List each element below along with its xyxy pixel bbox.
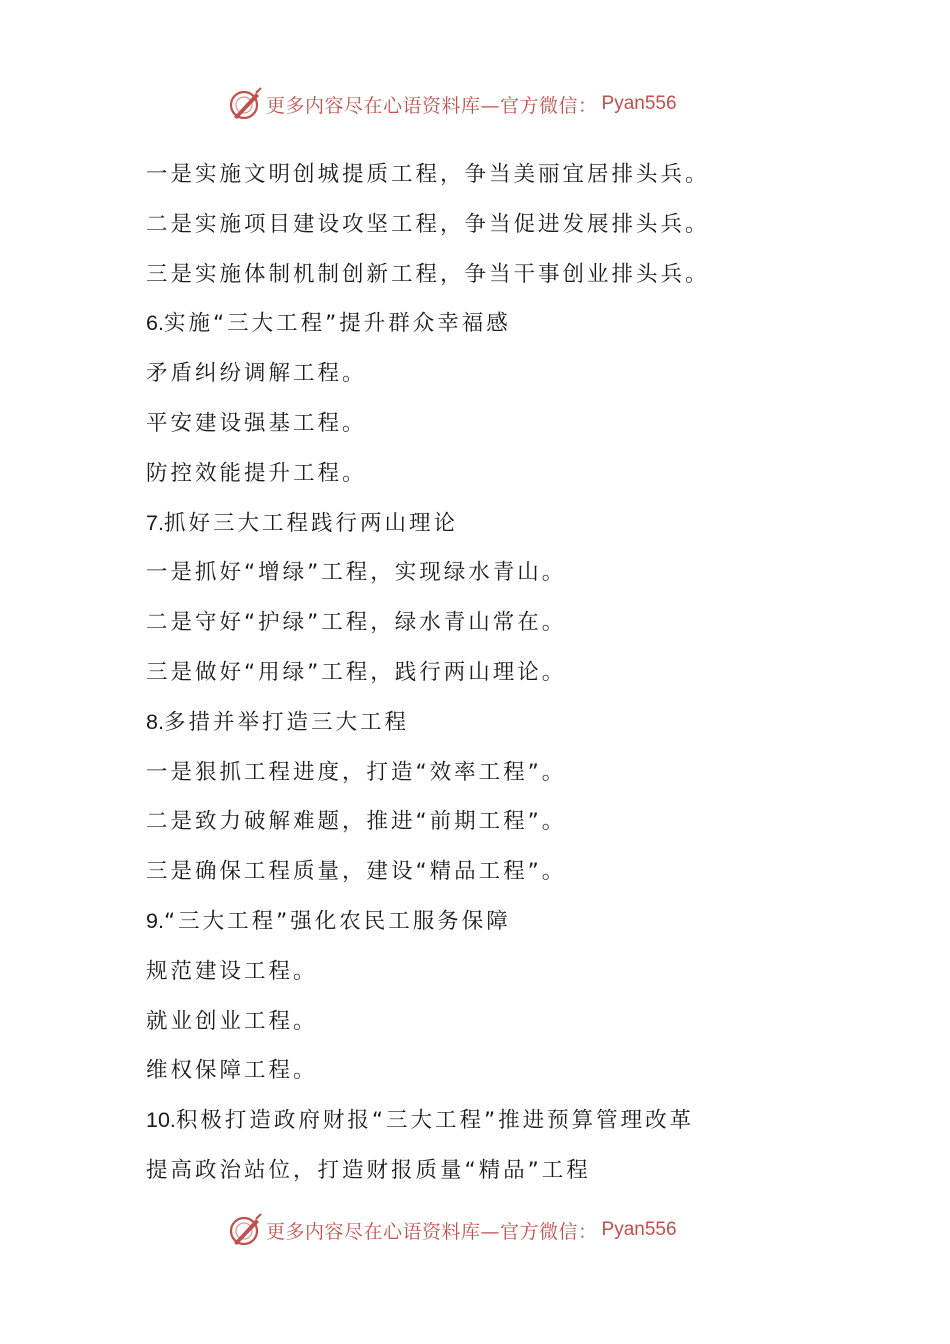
body-line-1: 一是实施文明创城提质工程，争当美丽宜居排头兵。	[146, 162, 710, 187]
body-line-18: 就业创业工程。	[146, 1008, 318, 1034]
section-heading-8: 8.多措并举打造三大工程	[146, 709, 409, 735]
section-heading-10: 10.积极打造政府财报“三大工程”推进预算管理改革	[146, 1108, 695, 1134]
pen-logo-icon	[228, 87, 262, 121]
body-line-21: 提高政治站位，打造财报质量“精品”工程	[146, 1157, 591, 1183]
section-heading-9: 9.“三大工程”强化农民工服务保障	[146, 908, 511, 934]
body-line-2: 二是实施项目建设攻坚工程，争当促进发展排头兵。	[146, 211, 710, 237]
body-line-5: 矛盾纠纷调解工程。	[146, 361, 367, 387]
watermark-text: 更多内容尽在心语资料库—官方微信：	[266, 1220, 598, 1243]
body-line-6: 平安建设强基工程。	[146, 410, 367, 436]
watermark-wechat-id: Pyan556	[601, 93, 677, 114]
body-line-13: 一是狠抓工程进度，打造“效率工程”。	[146, 759, 567, 785]
document-body	[146, 150, 886, 1196]
body-line-15: 三是确保工程质量，建设“精品工程”。	[146, 859, 567, 885]
body-line-17: 规范建设工程。	[146, 958, 318, 984]
header-watermark	[228, 86, 677, 122]
section-heading-6: 6.实施“三大工程”提升群众幸福感	[146, 311, 511, 337]
section-heading-7: 7.抓好三大工程践行两山理论	[146, 510, 458, 536]
body-line-11: 三是做好“用绿”工程，践行两山理论。	[146, 659, 567, 685]
watermark-wechat-id: Pyan556	[601, 1219, 677, 1240]
body-line-3: 三是实施体制机制创新工程，争当干事创业排头兵。	[146, 261, 710, 287]
pen-logo-icon	[228, 1213, 262, 1247]
body-line-14: 二是致力破解难题，推进“前期工程”。	[146, 809, 567, 835]
body-line-7: 防控效能提升工程。	[146, 460, 367, 486]
body-line-10: 二是守好“护绿”工程，绿水青山常在。	[146, 610, 567, 636]
body-line-9: 一是抓好“增绿”工程，实现绿水青山。	[146, 560, 567, 586]
footer-watermark	[228, 1212, 677, 1248]
watermark-text: 更多内容尽在心语资料库—官方微信：	[266, 94, 598, 117]
body-line-19: 维权保障工程。	[146, 1058, 318, 1084]
